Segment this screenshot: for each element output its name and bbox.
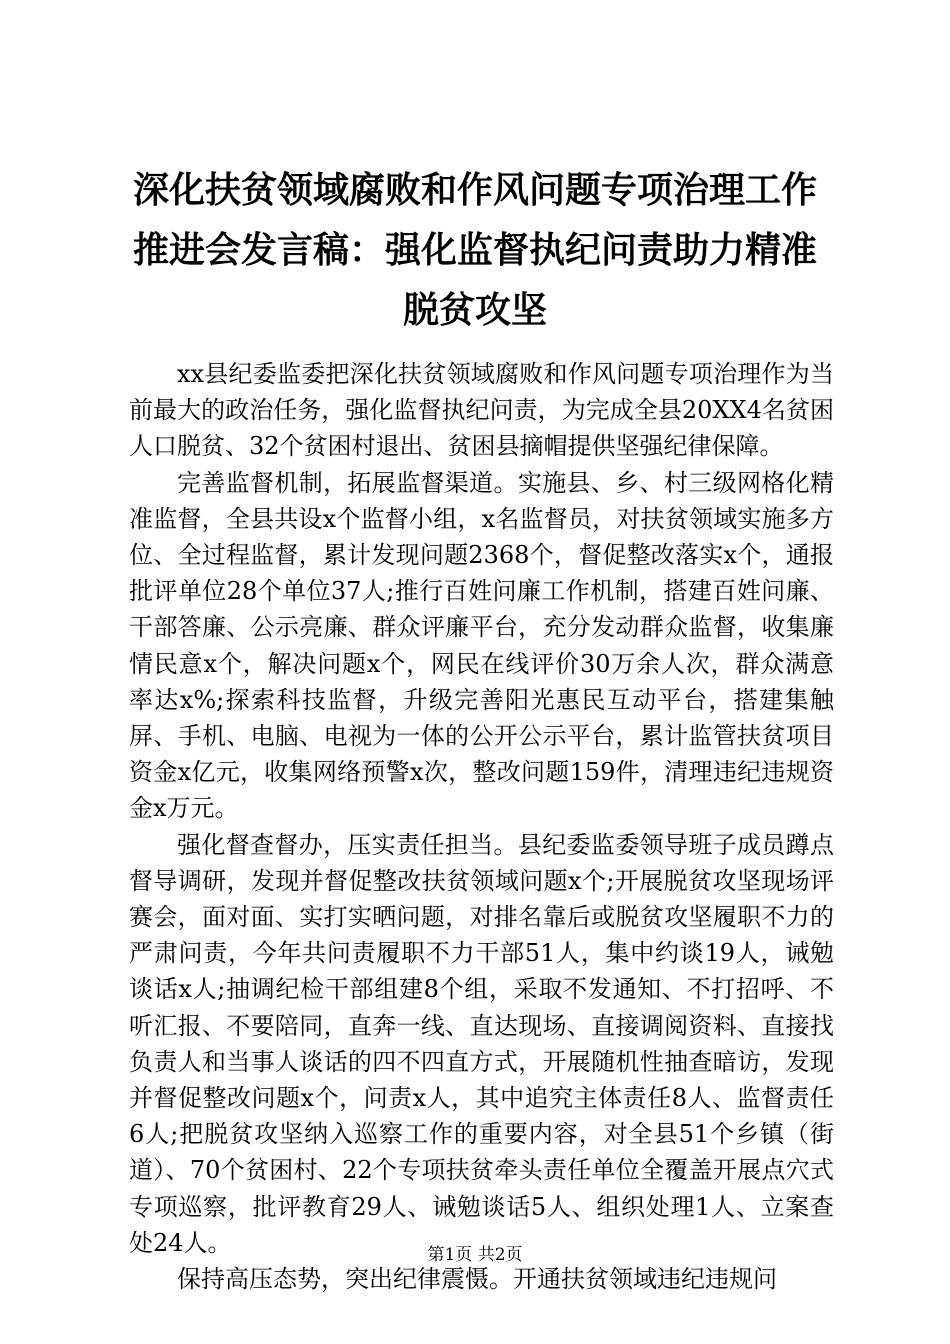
body-paragraph: 保持高压态势，突出纪律震慑。开通扶贫领域违纪违规问: [177, 1265, 777, 1294]
document-body: [129, 356, 834, 1298]
body-paragraph: 强化督查督办，压实责任担当。县纪委监委领导班子成员蹲点督导调研，发现并督促整改扶贫领域问题x个;开展脱贫攻坚现场评赛会，面对面、实打实晒问题，对排名靠后或脱贫攻坚履职不力的严肃问责，今年共问责履职不力干部51人，集中约谈19人，诫勉谈话x人;抽调纪检干部组建8个组，采取不发通知、不打招呼、不听汇报、不要陪同，直奔一线、直达现场、直接调阅资料、直接找负责人和当事人谈话的四不四直方式，开展随机性抽查暗访，发现并督促整改问题x个，问责x人，其中追究主体责任8人、监督责任6人;把脱贫攻坚纳入巡察工作的重要内容，对全县51个乡镇（街道）、70个贫困村、22个专项扶贫牵头责任单位全覆盖开展点穴式专项巡察，批评教育29人、诫勉谈话5人、组织处理1人、立案查处24人。: [129, 830, 834, 1257]
page-footer: 第1页 共2页: [427, 1245, 523, 1265]
body-paragraph: 完善监督机制，拓展监督渠道。实施县、乡、村三级网格化精准监督，全县共设x个监督小组，x名监督员，对扶贫领域实施多方位、全过程监督，累计发现问题2368个，督促整改落实x个，通报批评单位28个单位37人;推行百姓问廉工作机制，搭建百姓问廉、干部答廉、公示亮廉、群众评廉平台，充分发动群众监督，收集廉情民意x个，解决问题x个，网民在线评价30万余人次，群众满意率达x%;探索科技监督，升级完善阳光惠民互动平台，搭建集触屏、手机、电脑、电视为一体的公开公示平台，累计监管扶贫项目资金x亿元，收集网络预警x次，整改问题159件，清理违纪违规资金x万元。: [129, 468, 834, 823]
document-title: 深化扶贫领域腐败和作风问题专项治理工作推进会发言稿：强化监督执纪问责助力精准脱贫攻坚: [132, 169, 817, 331]
body-paragraph: xx县纪委监委把深化扶贫领域腐败和作风问题专项治理作为当前最大的政治任务，强化监督执纪问责，为完成全县20XX4名贫困人口脱贫、32个贫困村退出、贫困县摘帽提供坚强纪律保障。: [129, 360, 834, 461]
